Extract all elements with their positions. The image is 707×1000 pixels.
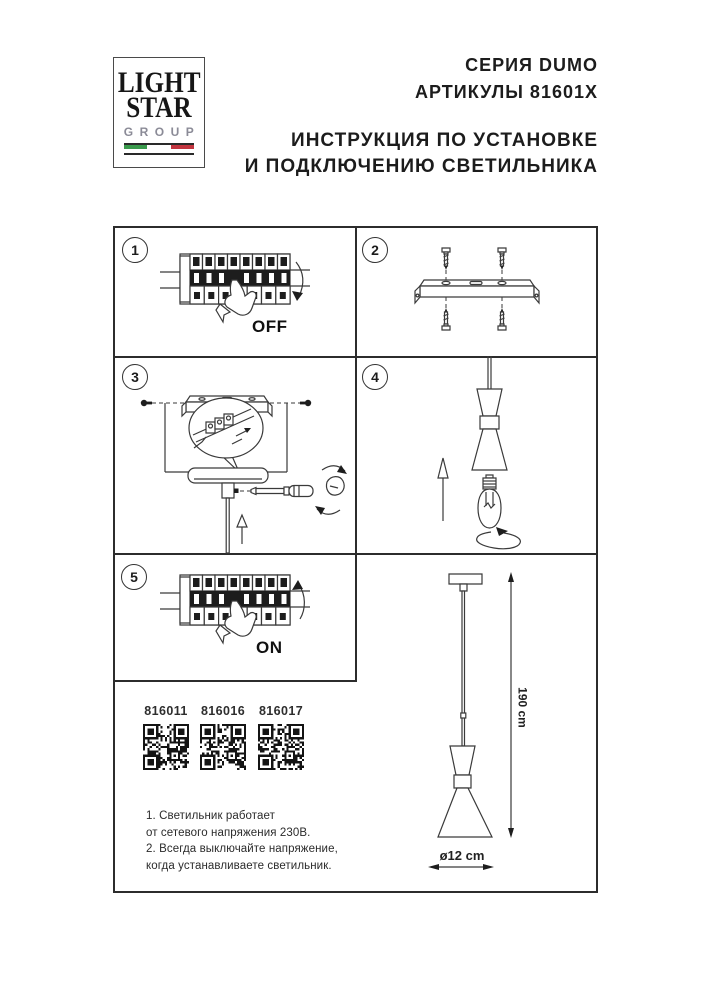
instruction-title-line1: ИНСТРУКЦИЯ ПО УСТАНОВКЕ xyxy=(291,130,598,151)
step-1-number: 1 xyxy=(122,237,148,263)
diameter-dimension-label: ø12 cm xyxy=(439,848,485,863)
grid-divider-row3 xyxy=(115,680,357,682)
qr-code-816017 xyxy=(258,724,304,770)
step-4-number: 4 xyxy=(362,364,388,390)
logo-word-group: GROUP xyxy=(123,125,201,139)
instruction-title-line2: И ПОДКЛЮЧЕНИЮ СВЕТИЛЬНИКА xyxy=(244,156,598,177)
header-title-block xyxy=(245,52,598,180)
step-3-number: 3 xyxy=(122,364,148,390)
qr-code-816016 xyxy=(200,724,246,770)
step-2-number: 2 xyxy=(362,237,388,263)
logo-word-star: STAR xyxy=(126,91,192,124)
note-line: от сетевого напряжения 230В. xyxy=(146,826,311,839)
articles-title: АРТИКУЛЫ 81601X xyxy=(415,82,598,102)
italian-flag-bar xyxy=(124,143,194,155)
qr-article-816011: 816011 xyxy=(144,704,188,718)
step-5-switch-label: ON xyxy=(256,638,283,657)
note-line: 2. Всегда выключайте напряжение, xyxy=(146,843,338,855)
safety-notes xyxy=(146,808,338,874)
qr-article-816016: 816016 xyxy=(200,704,246,718)
lightstar-logo xyxy=(113,57,205,168)
shade-bulb-illustration xyxy=(430,356,550,554)
breaker-on-illustration xyxy=(160,567,310,662)
qr-code-816011 xyxy=(143,724,189,770)
note-line: когда устанавливаете светильник. xyxy=(146,859,332,872)
bracket-screws-illustration xyxy=(412,242,540,340)
note-line: 1. Светильник работает xyxy=(146,810,276,822)
height-dimension-label: 190 cm xyxy=(515,687,530,728)
series-title: СЕРИЯ DUMO xyxy=(465,55,598,75)
step-1-switch-label: OFF xyxy=(252,317,288,336)
canopy-mounting-illustration xyxy=(138,358,358,554)
breaker-off-illustration xyxy=(160,246,310,341)
logo-word-light: LIGHT xyxy=(117,66,201,99)
qr-article-816017: 816017 xyxy=(258,704,304,718)
step-5-number: 5 xyxy=(121,564,147,590)
